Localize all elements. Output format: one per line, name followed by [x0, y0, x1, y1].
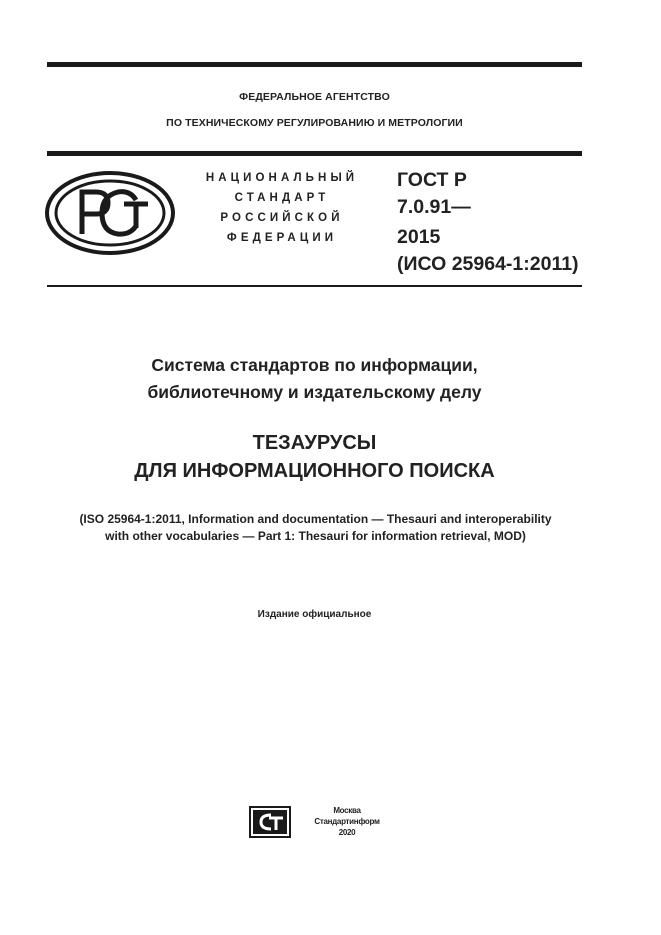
- designation-line-4: (ИСО 25964-1:2011): [397, 253, 579, 275]
- standartinform-logo-icon: [249, 806, 291, 838]
- publication-year: 2020: [338, 828, 356, 837]
- standard-type-line-4: ФЕДЕРАЦИИ: [226, 232, 338, 244]
- publisher-name: Стандартинформ: [314, 817, 380, 826]
- international-reference-line-2: with other vocabularies — Part 1: Thesauri for information retrieval, MOD): [105, 529, 526, 543]
- standard-type-line-2: СТАНДАРТ: [234, 192, 330, 204]
- designation-line-2: 7.0.91—: [397, 196, 471, 218]
- international-reference-line-1: (ISO 25964-1:2011, Information and documentation — Thesauri and interoperability: [79, 512, 552, 526]
- top-rule: [47, 62, 582, 67]
- bottom-rule: [47, 285, 582, 287]
- main-title-line-1: ТЕЗАУРУСЫ: [252, 432, 377, 454]
- agency-line-1: ФЕДЕРАЛЬНОЕ АГЕНТСТВО: [239, 91, 390, 103]
- standard-type-line-1: НАЦИОНАЛЬНЫЙ: [205, 172, 359, 184]
- designation-line-1: ГОСТ Р: [397, 169, 467, 191]
- gost-r-certification-mark-icon: [44, 170, 176, 256]
- middle-rule: [47, 151, 582, 156]
- series-title-line-1: Система стандартов по информации,: [151, 355, 478, 375]
- edition-note: Издание официальное: [257, 609, 372, 620]
- agency-line-2: ПО ТЕХНИЧЕСКОМУ РЕГУЛИРОВАНИЮ И МЕТРОЛОГИИ: [166, 117, 463, 129]
- designation-line-3: 2015: [397, 226, 441, 248]
- standard-type-line-3: РОССИЙСКОЙ: [220, 212, 344, 224]
- series-title-line-2: библиотечному и издательскому делу: [147, 382, 482, 402]
- publisher-city: Москва: [333, 806, 361, 815]
- main-title-line-2: ДЛЯ ИНФОРМАЦИОННОГО ПОИСКА: [134, 460, 495, 482]
